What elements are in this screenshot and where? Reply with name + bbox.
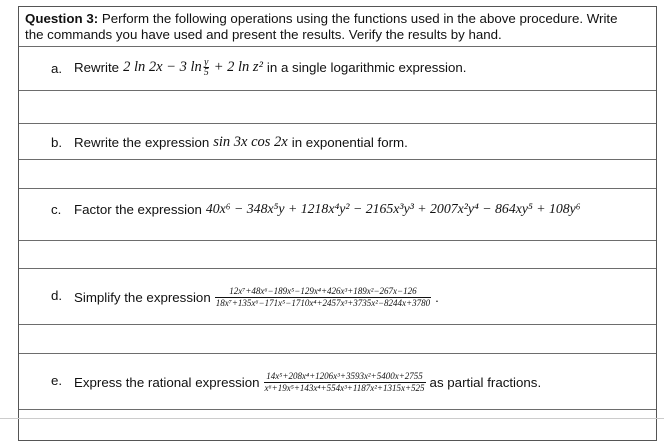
item-d-denominator: 18x⁷+135x⁶−171x⁵−1710x⁴+2457x³+3735x²−8244x+3780: [215, 297, 431, 308]
answer-box-e[interactable]: [19, 410, 656, 440]
item-c-expr: 40x⁶ − 348x⁵y + 1218x⁴y² − 2165x³y³ + 2007x²y⁴ − 864xy⁵ + 108y⁶: [205, 201, 581, 216]
question-header: [19, 7, 656, 47]
item-e-suffix: as partial fractions.: [429, 374, 542, 390]
item-b-letter: b.: [51, 135, 63, 150]
item-c-text: [74, 197, 585, 221]
item-b-text: [74, 131, 408, 153]
item-d-numerator: 12x⁷+48x⁶−189x⁵−129x⁴+426x³+189x²−267x−126: [229, 285, 417, 296]
item-b-suffix: in exponential form.: [291, 134, 408, 150]
item-e-numerator: 14x⁵+208x⁴+1206x³+3593x²+5400x+2755: [266, 370, 423, 381]
item-e-letter: e.: [51, 373, 63, 388]
answer-box-d[interactable]: [19, 325, 656, 354]
answer-box-c[interactable]: [19, 241, 656, 269]
item-d-suffix: .: [435, 289, 439, 305]
item-d-row: [19, 269, 656, 325]
question-table: [18, 6, 657, 441]
question-text-line2: the commands you have used and present the results. Verify the results by hand.: [25, 27, 502, 42]
question-number: Question 3:: [25, 11, 99, 26]
item-d-letter: d.: [51, 288, 63, 303]
item-e-row: [19, 354, 656, 410]
item-d-prefix: Simplify the expression: [74, 289, 211, 305]
page-bottom-divider: [0, 418, 664, 419]
item-a-text: [74, 55, 466, 79]
item-b-prefix: Rewrite the expression: [74, 134, 210, 150]
item-c-row: [19, 189, 656, 241]
item-b-expr: sin 3x cos 2x: [213, 133, 288, 150]
item-d-text: [74, 279, 439, 315]
item-a-expr-right: + 2 ln z²: [213, 58, 263, 75]
question-text-line1: Perform the following operations using the functions used in the above procedure. Write: [98, 11, 618, 26]
item-e-denominator: x⁶+19x⁵+143x⁴+554x³+1187x²+1315x+525: [264, 382, 425, 393]
item-e-prefix: Express the rational expression: [74, 374, 260, 390]
item-a-letter: a.: [51, 61, 63, 76]
answer-box-a[interactable]: [19, 91, 656, 124]
item-b-row: [19, 124, 656, 160]
item-a-suffix: in a single logarithmic expression.: [266, 59, 467, 75]
answer-box-b[interactable]: [19, 160, 656, 189]
item-d-fraction: [215, 286, 431, 309]
item-a-fraction: [204, 58, 209, 77]
item-c-letter: c.: [51, 202, 62, 217]
item-c-prefix: Factor the expression: [74, 201, 202, 217]
item-a-row: [19, 47, 656, 91]
item-e-fraction: [264, 371, 426, 394]
item-a-frac-den: 5: [203, 66, 209, 78]
item-a-prefix: Rewrite: [74, 59, 120, 75]
item-a-expr-left: 2 ln 2x − 3 ln: [123, 58, 202, 75]
item-e-text: [74, 364, 541, 400]
item-a-frac-num: y: [204, 56, 209, 68]
